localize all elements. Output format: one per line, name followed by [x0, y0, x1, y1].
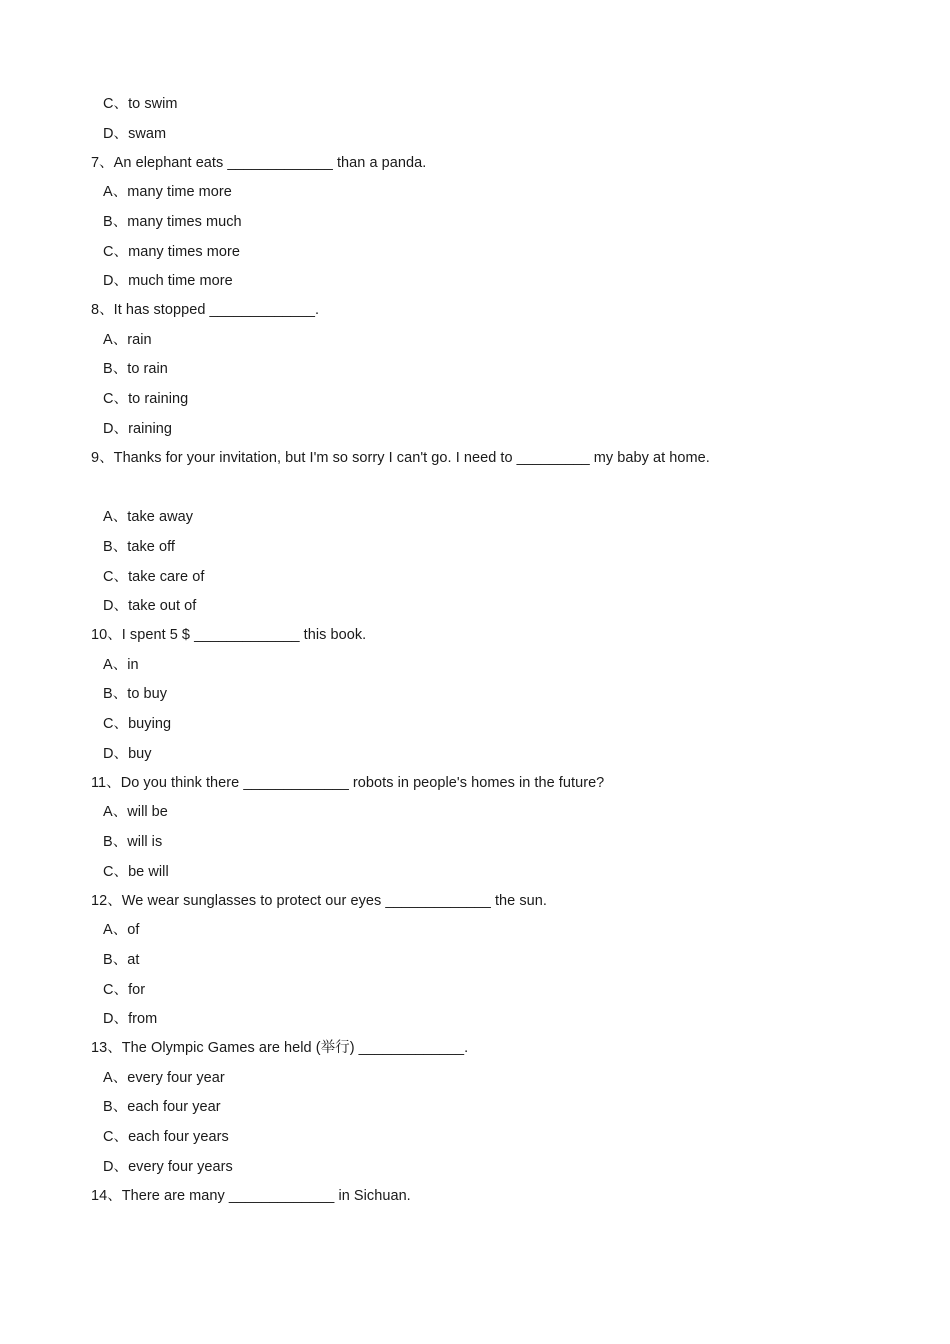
option-line: C、buying [103, 716, 172, 732]
question-line: 12、We wear sunglasses to protect our eyes _____________ the sun. [91, 893, 547, 909]
option-line: A、of [103, 922, 140, 938]
option-line: A、take away [103, 509, 194, 525]
option-line: C、each four years [103, 1129, 229, 1145]
option-line: C、to raining [103, 391, 189, 407]
option-line: C、take care of [103, 569, 205, 585]
option-line: D、much time more [103, 273, 233, 289]
option-line: C、many times more [103, 244, 241, 260]
option-line: D、swam [103, 126, 167, 142]
option-line: B、take off [103, 539, 175, 555]
option-line: B、to buy [103, 686, 168, 702]
option-line: A、will be [103, 804, 168, 820]
question-line: 13、The Olympic Games are held (举行) _____________. [91, 1040, 469, 1056]
question-line: 11、Do you think there _____________ robots in people's homes in the future? [91, 775, 605, 791]
question-line: 10、I spent 5 $ _____________ this book. [91, 627, 367, 643]
question-line: 9、Thanks for your invitation, but I'm so sorry I can't go. I need to _________ my baby at home. [91, 450, 710, 466]
option-line: C、for [103, 982, 146, 998]
option-line: A、rain [103, 332, 152, 348]
option-line: D、take out of [103, 598, 197, 614]
option-line: C、be will [103, 864, 169, 880]
question-line: 14、There are many _____________ in Sichuan. [91, 1188, 411, 1204]
option-line: B、to rain [103, 361, 168, 377]
option-line: D、raining [103, 421, 172, 437]
option-line: A、many time more [103, 184, 232, 200]
option-line: D、buy [103, 746, 152, 762]
option-line: B、each four year [103, 1099, 221, 1115]
option-line: B、will is [103, 834, 163, 850]
option-line: B、many times much [103, 214, 242, 230]
question-line: 8、It has stopped _____________. [91, 302, 320, 318]
question-line: 7、An elephant eats _____________ than a panda. [91, 155, 427, 171]
option-line: D、every four years [103, 1159, 233, 1175]
option-line: A、every four year [103, 1070, 225, 1086]
option-line: B、at [103, 952, 140, 968]
option-line: C、to swim [103, 96, 178, 112]
option-line: D、from [103, 1011, 158, 1027]
option-line: A、in [103, 657, 139, 673]
